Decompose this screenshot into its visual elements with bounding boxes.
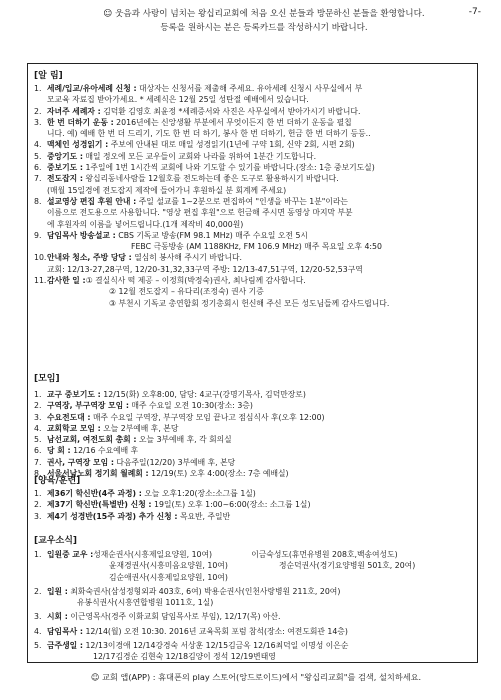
list-item xyxy=(34,412,470,423)
item-label: 수요전도대 : xyxy=(47,412,91,422)
item-number: 4. xyxy=(34,140,42,150)
item-text: 12/16 수요예배 후 xyxy=(70,446,139,456)
list-item xyxy=(34,434,470,445)
meetings-list xyxy=(34,389,470,479)
item-label: 담임목사 방송설교 : xyxy=(47,230,116,240)
list-item xyxy=(34,626,470,637)
item-number: 5. xyxy=(34,641,42,651)
item-label: 제4기 성경반(15주 과정) 추가 신청 : xyxy=(47,511,178,521)
item-number: 2. xyxy=(34,106,42,116)
item-label: 서울서남노회 정기회 월례회 : xyxy=(47,469,149,479)
item-label: 중보기도 : xyxy=(47,163,83,173)
hospital-line-2: 유봉식권사(시흥연합병원 1011호, 1실) xyxy=(77,598,214,608)
patient-row xyxy=(47,572,470,583)
item-number: 2. xyxy=(34,586,42,596)
item-label: 설교영상 편집 후원 안내 : xyxy=(47,196,137,206)
item-label: 남선교회, 여전도회 총회 : xyxy=(47,435,137,445)
thanks-line-1: ① 결실식사 떡 제공 – 이정희(박정숙)권사, 최나림께 감사합니다. xyxy=(85,276,306,286)
item-number: 3. xyxy=(34,117,42,127)
item-text: 오늘 오후1:20(장소:소그룹 1실) xyxy=(141,489,256,498)
item-continuation: 니다. 예) 예배 한 번 더 드리기, 기도 한 번 더 하기, 봉사 한 번 더하기, 헌금 한 번 더하기 등등.. xyxy=(47,129,371,139)
members-list xyxy=(34,549,470,663)
item-text: 2016년에는 신앙생활 부분에서 무엇이든지 한 번 더하기 운동을 펼칩 xyxy=(113,117,352,127)
item-text: 다음주일(12/20) 3부예배 후, 본당 xyxy=(113,457,236,467)
item-label: 당 회 : xyxy=(47,446,71,456)
item-number: 11. xyxy=(34,276,47,286)
item-label: 세례/입교/유아세례 신청 : xyxy=(47,84,137,93)
item-text: CBS 기독교 방송(FM 98.1 MHz) 매주 수요일 오전 5시 xyxy=(115,230,308,240)
members-title: [교우소식] xyxy=(34,536,78,546)
item-text: 오늘 3부예배 후, 각 회의실 xyxy=(136,435,232,445)
item-text: 12/15(화) 오후8:00, 담당: 4교구(강명기목사, 김덕만장로) xyxy=(100,390,306,399)
item-continuation: 교회: 12/13-27,28구역, 12/20-31,32,33구역 주방: 12/13-47,51구역, 12/20-52,53구역 xyxy=(47,264,363,274)
item-label: 한 번 더하기 운동 : xyxy=(47,117,114,127)
patient-name: 성재순권사(시흥제일요양원, 10여) xyxy=(93,550,213,559)
list-item xyxy=(34,549,470,583)
item-number: 8. xyxy=(34,196,42,206)
item-label: 교회학교 모임 : xyxy=(47,423,101,433)
item-text: 이근영목사(경주 이화교회 담임목사로 부임), 12/17(목) 아산. xyxy=(67,612,281,622)
list-item xyxy=(34,83,470,106)
list-item xyxy=(34,230,470,253)
item-number: 7. xyxy=(34,457,42,467)
item-text: 매일 정오에 모든 교우들이 교회와 나라를 위하여 1분간 기도합니다. xyxy=(82,151,317,161)
item-text: 주일 설교를 1~2분으로 편집하여 "인생을 바꾸는 1분"이라는 xyxy=(136,196,348,206)
footer-app-notice xyxy=(36,670,476,684)
list-item xyxy=(34,173,470,196)
patient-name: 윤재경권사(시흥미음요양원, 10여) xyxy=(109,561,228,571)
patient-name: 김순애권사(시흥제일요양원, 10여) xyxy=(109,572,228,582)
item-label: 감사한 일 : xyxy=(47,276,86,286)
item-text: 매주 수요일 오전 10:30(장소: 3층) xyxy=(129,401,253,411)
list-item xyxy=(34,151,470,162)
item-number: 6. xyxy=(34,163,42,173)
item-label: 안내와 청소, 주방 당당 : xyxy=(47,253,132,263)
training-list xyxy=(34,488,470,522)
item-text: 12/14(월) 오전 10:30. 2016년 교육목회 포럼 참석(장소: 여전도회관 14층) xyxy=(82,626,348,636)
footer-text: 교회 앱(APP) : 휴대폰의 play 스토어(앙드로이드)에서 "왕십리교회"를 검색, 설치하세요. xyxy=(101,672,422,682)
item-label: 제36기 학신반(4주 과정) : xyxy=(47,489,142,498)
item-number: 5. xyxy=(34,435,42,445)
item-label: 맥체인 성경읽기 : xyxy=(47,140,109,150)
list-item xyxy=(34,400,470,411)
hospital-line-1: 최화숙권사(삼성정형외과 403호, 6여) 박용순권사(인천사랑병원 211호, 20여) xyxy=(67,586,341,596)
item-number: 1. xyxy=(34,390,42,399)
smiley-face-icon: ☺ xyxy=(103,9,113,19)
smiley-face-icon: ☺ xyxy=(90,672,100,682)
item-number: 8. xyxy=(34,469,42,479)
item-number: 9. xyxy=(34,230,42,240)
item-number: 4. xyxy=(34,423,42,433)
item-continuation: 에 후원자의 이름을 넣어드립니다.(1개 제작비 40,000원) xyxy=(47,219,244,229)
list-item xyxy=(34,162,470,173)
item-label: 교구 중보기도 : xyxy=(47,390,101,399)
item-text: 매주 수요일 구역장, 부구역장 모임 끝나고 점심식사 후(오후 12:00) xyxy=(90,412,325,422)
list-item xyxy=(34,106,470,117)
list-item xyxy=(34,252,470,275)
item-number: 2. xyxy=(34,500,42,510)
patient-name: 이금숙성도(휴먼유병원 208호,백송여성도) xyxy=(251,550,398,559)
item-label: 금주생일 : xyxy=(47,641,83,651)
list-item xyxy=(34,275,470,309)
list-item xyxy=(34,389,470,400)
birthday-line-1: 12/13이경애 12/14강경숙 서상훈 12/15김금옥 12/16최덕일 이명성 이은순 xyxy=(82,641,349,651)
item-label: 담임목사 : xyxy=(47,626,83,636)
training-title: [양육/훈련] xyxy=(34,476,81,486)
item-label: 입원 : xyxy=(47,586,68,596)
item-number: 3. xyxy=(34,612,42,622)
item-label: 구역장, 부구역장 모임 : xyxy=(47,401,130,411)
list-item xyxy=(34,196,470,230)
item-text: 김덕환 김영호 최윤정 *세례증서와 사진은 사무실에서 받아가시기 바랍니다. xyxy=(100,106,361,116)
item-text: 주보에 안내된 대로 매일 성경읽기(1년에 구약 1회, 신약 2회, 시편 2회) xyxy=(108,140,355,150)
item-text: 열심히 봉사해 주시기 바랍니다. xyxy=(131,253,243,263)
item-label: 권사, 구역장 모임 : xyxy=(47,457,114,467)
notices-title: [알 림] xyxy=(34,71,63,81)
list-item xyxy=(34,488,470,499)
list-item xyxy=(34,423,470,434)
notices-list xyxy=(34,83,470,309)
item-continuation: 이름으로 전도용으로 사용합니다. "영상 편집 후원"으로 헌금해 주시면 동영상 마지막 부분 xyxy=(47,208,353,218)
list-item xyxy=(34,117,470,140)
list-item xyxy=(34,586,470,609)
list-item xyxy=(34,457,470,468)
thanks-line-3: ③ 부천시 기독교 총연합회 정기총회시 헌신해 주신 모든 성도님들께 감사드립니다. xyxy=(109,298,390,308)
list-item xyxy=(34,445,470,456)
item-text: 12/19(토) 오후 4:00(장소: 7층 예배실) xyxy=(148,469,289,479)
item-continuation: (매월 15일경에 전도잡지 제작에 들어가니 후원하실 분 회계께 주세요) xyxy=(47,185,287,195)
item-label: 입원중 교우 : xyxy=(47,550,94,559)
thanks-line-2: ② 12월 전도잡지 – 유다리(조정숙) 권사 기증 xyxy=(109,287,264,297)
item-number: 3. xyxy=(34,511,42,521)
item-number: 5. xyxy=(34,151,42,161)
patient-row xyxy=(93,549,397,560)
item-text: 왕십리동네사람들 12월호를 전도하는데 좋은 도구로 활용하시기 바랍니다. xyxy=(82,174,339,184)
item-text: 1주일에 1번 1시간씩 교회에 나와 기도할 수 있기를 바랍니다.(장소: 1층 중보기도실) xyxy=(82,163,375,173)
item-number: 2. xyxy=(34,401,42,411)
item-label: 중앙기도 : xyxy=(47,151,83,161)
meetings-title: [모임] xyxy=(34,374,60,384)
broadcast-line-2: FEBC 극동방송 (AM 1188KHz, FM 106.9 MHz) 매주 목요일 오후 4:50 xyxy=(131,242,382,252)
list-item xyxy=(34,139,470,150)
list-item xyxy=(34,468,470,479)
item-number: 7. xyxy=(34,174,42,184)
item-text: 목요반, 주일반 xyxy=(177,511,231,521)
page-number: -7- xyxy=(468,7,481,17)
item-label: 전도잡지 : xyxy=(47,174,83,184)
list-item xyxy=(34,511,470,522)
item-text: 대상자는 신청서를 제출해 주세요. 유아세례 신청시 사무실에서 부 xyxy=(136,84,363,93)
birthday-line-2: 12/17김경순 김현숙 12/18김양이 정석 12/19변태영 xyxy=(93,652,276,662)
welcome-header xyxy=(44,7,484,35)
item-number: 4. xyxy=(34,626,42,636)
item-label: 자녀주 세례자 : xyxy=(47,106,101,116)
item-number: 1. xyxy=(34,489,42,498)
list-item xyxy=(34,611,470,622)
patient-name: 정순덕권사(경기요양병원 501호, 20여) xyxy=(279,561,416,571)
patient-row xyxy=(47,560,470,571)
item-label: 제37기 학신반(특별반) 신청 : xyxy=(47,500,152,510)
welcome-line-2: 등록을 원하시는 분은 등록카드를 작성하시기 바랍니다. xyxy=(160,23,368,33)
item-label: 시회 : xyxy=(47,612,68,622)
item-continuation: 모교육 자료집 받아가세요. * 세례식은 12월 25일 성탄절 예배에서 있습니다. xyxy=(47,95,309,105)
list-item xyxy=(34,499,470,510)
item-text: 오늘 2부예배 후, 본당 xyxy=(100,423,179,433)
welcome-line-1: 웃음과 사랑이 넘치는 왕십리교회에 처음 오신 분들과 방문하신 분들을 환영합니다. xyxy=(115,9,425,19)
item-text: 19일(토) 오후 1:00~6:00(장소: 소그룹 1실) xyxy=(151,500,311,510)
list-item xyxy=(34,640,470,663)
item-number: 3. xyxy=(34,412,42,422)
item-number: 1. xyxy=(34,550,42,559)
item-number: 10. xyxy=(34,253,47,263)
item-number: 1. xyxy=(34,84,42,93)
item-number: 6. xyxy=(34,446,42,456)
